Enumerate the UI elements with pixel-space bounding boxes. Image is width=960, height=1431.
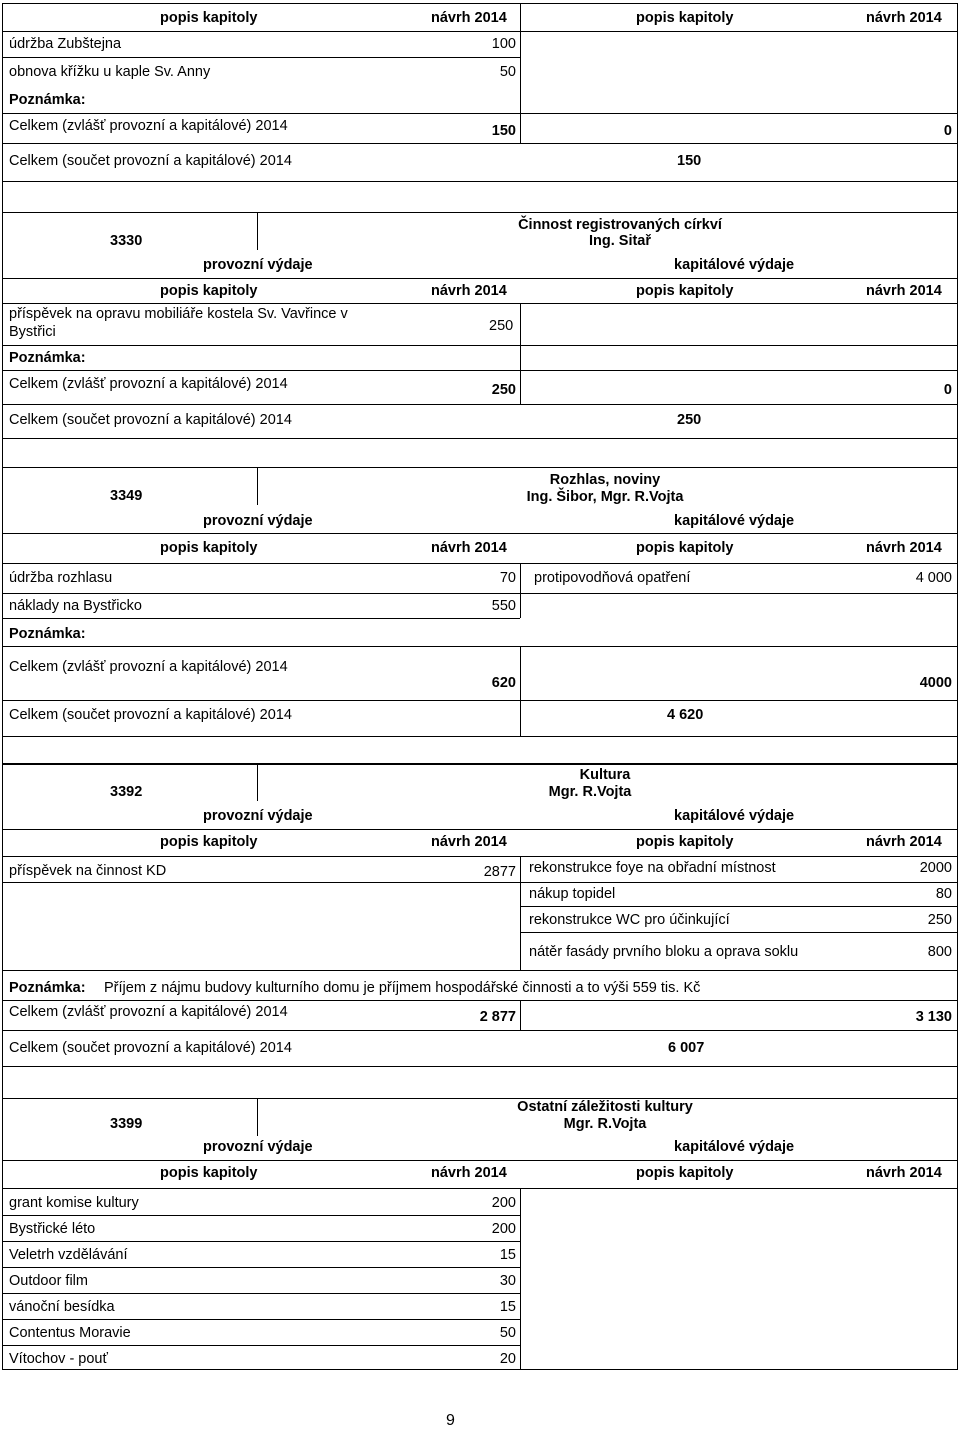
col-header-navrh-provozni: návrh 2014: [431, 283, 507, 299]
col-header-popis-kapitalove: popis kapitoly: [636, 540, 734, 556]
note-label: Poznámka:: [9, 626, 86, 642]
page-number: 9: [446, 1412, 455, 1429]
total-separate-capital: 0: [943, 382, 952, 398]
operating-expenses-label: provozní výdaje: [203, 513, 313, 529]
item-label: Veletrh vzdělávání: [9, 1247, 128, 1263]
total-sum-label: Celkem (součet provozní a kapitálové) 2014: [9, 707, 292, 723]
col-header-popis-kapitalove: popis kapitoly: [636, 1165, 734, 1181]
col-header-navrh-kapitalove: návrh 2014: [866, 1165, 942, 1181]
total-separate-operating: 620: [491, 675, 516, 691]
col-header-navrh-provozni: návrh 2014: [431, 540, 507, 556]
item-value: 200: [491, 1195, 516, 1211]
capital-item-value: 4 000: [915, 570, 952, 586]
section-responsible: Mgr. R.Vojta: [563, 1116, 647, 1132]
col-header-popis-provozni: popis kapitoly: [160, 540, 258, 556]
item-label: příspěvek na činnost KD: [9, 863, 167, 879]
total-separate-capital: 3 130: [915, 1009, 952, 1025]
section-code: 3392: [110, 784, 143, 800]
col-header-navrh-provozni: návrh 2014: [431, 834, 507, 850]
section-title: Kultura: [579, 767, 631, 783]
col-header-popis-provozni: popis kapitoly: [160, 10, 258, 26]
col-header-popis-provozni: popis kapitoly: [160, 283, 258, 299]
section-responsible: Mgr. R.Vojta: [548, 784, 632, 800]
total-separate-operating: 2 877: [479, 1009, 516, 1025]
note-text: Příjem z nájmu budovy kulturního domu je příjmem hospodářské činnosti a to výši 559 tis. Kč: [104, 980, 701, 996]
item-label-cont: Bystřici: [9, 324, 56, 340]
item-label: vánoční besídka: [9, 1299, 115, 1315]
item-value: 550: [491, 598, 516, 614]
item-label: obnova křížku u kaple Sv. Anny: [9, 64, 211, 80]
capital-item-value: 250: [927, 912, 952, 928]
total-separate-operating: 150: [491, 123, 516, 139]
note-label: Poznámka:: [9, 92, 86, 108]
item-value: 20: [499, 1351, 516, 1367]
item-label: Vítochov - pouť: [9, 1351, 108, 1367]
item-value: 50: [499, 64, 516, 80]
capital-item-value: 800: [927, 944, 952, 960]
item-value: 70: [499, 570, 516, 586]
total-sum-label: Celkem (součet provozní a kapitálové) 2014: [9, 1040, 292, 1056]
capital-item-value: 2000: [919, 860, 952, 876]
col-header-popis-kapitalove: popis kapitoly: [636, 283, 734, 299]
section-code: 3399: [110, 1116, 143, 1132]
col-header-navrh-kapitalove: návrh 2014: [866, 10, 942, 26]
item-value: 50: [499, 1325, 516, 1341]
item-value: 30: [499, 1273, 516, 1289]
operating-expenses-label: provozní výdaje: [203, 1139, 313, 1155]
section-code: 3349: [110, 488, 143, 504]
col-header-popis-kapitalove: popis kapitoly: [636, 834, 734, 850]
total-separate-capital: 4000: [919, 675, 952, 691]
col-header-popis-provozni: popis kapitoly: [160, 1165, 258, 1181]
item-value: 250: [489, 318, 514, 334]
item-value: 15: [499, 1299, 516, 1315]
total-sum-value: 150: [677, 153, 702, 169]
item-label: Outdoor film: [9, 1273, 88, 1289]
item-value: 15: [499, 1247, 516, 1263]
total-sum-value: 4 620: [667, 707, 704, 723]
capital-item-label: nákup topidel: [529, 886, 616, 902]
capital-expenses-label: kapitálové výdaje: [674, 513, 795, 529]
operating-expenses-label: provozní výdaje: [203, 808, 313, 824]
item-label: příspěvek na opravu mobiliáře kostela Sv. Vavřince v: [9, 306, 348, 322]
section-responsible: Ing. Šibor, Mgr. R.Vojta: [526, 489, 684, 505]
total-separate-capital: 0: [943, 123, 952, 139]
capital-expenses-label: kapitálové výdaje: [674, 808, 795, 824]
total-sum-label: Celkem (součet provozní a kapitálové) 2014: [9, 412, 292, 428]
capital-expenses-label: kapitálové výdaje: [674, 257, 795, 273]
col-header-navrh-provozni: návrh 2014: [431, 10, 507, 26]
item-label: údržba Zubštejna: [9, 36, 122, 52]
section-title: Rozhlas, noviny: [549, 472, 661, 488]
capital-item-label: rekonstrukce foye na obřadní místnost: [529, 860, 776, 876]
note-label: Poznámka:: [9, 350, 86, 366]
note-label: Poznámka:: [9, 980, 86, 996]
section-title: Ostatní záležitosti kultury: [517, 1099, 693, 1115]
col-header-navrh-provozni: návrh 2014: [431, 1165, 507, 1181]
col-header-navrh-kapitalove: návrh 2014: [866, 283, 942, 299]
item-label: údržba rozhlasu: [9, 570, 113, 586]
col-header-navrh-kapitalove: návrh 2014: [866, 540, 942, 556]
section-code: 3330: [110, 233, 143, 249]
col-header-popis-provozni: popis kapitoly: [160, 834, 258, 850]
item-value: 100: [491, 36, 516, 52]
col-header-navrh-kapitalove: návrh 2014: [866, 834, 942, 850]
total-sum-value: 250: [677, 412, 702, 428]
section-responsible: Ing. Sitař: [588, 233, 652, 249]
col-header-popis-kapitalove: popis kapitoly: [636, 10, 734, 26]
total-separate-operating: 250: [491, 382, 516, 398]
item-value: 200: [491, 1221, 516, 1237]
total-separate-label: Celkem (zvlášť provozní a kapitálové) 2014: [9, 659, 288, 675]
item-label: Contentus Moravie: [9, 1325, 131, 1341]
capital-item-label: nátěr fasády prvního bloku a oprava soklu: [529, 944, 799, 960]
section-title: Činnost registrovaných církví: [518, 217, 722, 233]
total-sum-label: Celkem (součet provozní a kapitálové) 2014: [9, 153, 292, 169]
item-label: Bystřické léto: [9, 1221, 96, 1237]
capital-item-label: protipovodňová opatření: [534, 570, 691, 586]
capital-expenses-label: kapitálové výdaje: [674, 1139, 795, 1155]
total-separate-label: Celkem (zvlášť provozní a kapitálové) 2014: [9, 376, 288, 392]
item-label: náklady na Bystřicko: [9, 598, 142, 614]
total-separate-label: Celkem (zvlášť provozní a kapitálové) 2014: [9, 118, 288, 134]
capital-item-label: rekonstrukce WC pro účinkující: [529, 912, 730, 928]
capital-item-value: 80: [935, 886, 952, 902]
item-label: grant komise kultury: [9, 1195, 139, 1211]
total-separate-label: Celkem (zvlášť provozní a kapitálové) 2014: [9, 1004, 288, 1020]
total-sum-value: 6 007: [668, 1040, 705, 1056]
item-value: 2877: [483, 864, 516, 880]
operating-expenses-label: provozní výdaje: [203, 257, 313, 273]
